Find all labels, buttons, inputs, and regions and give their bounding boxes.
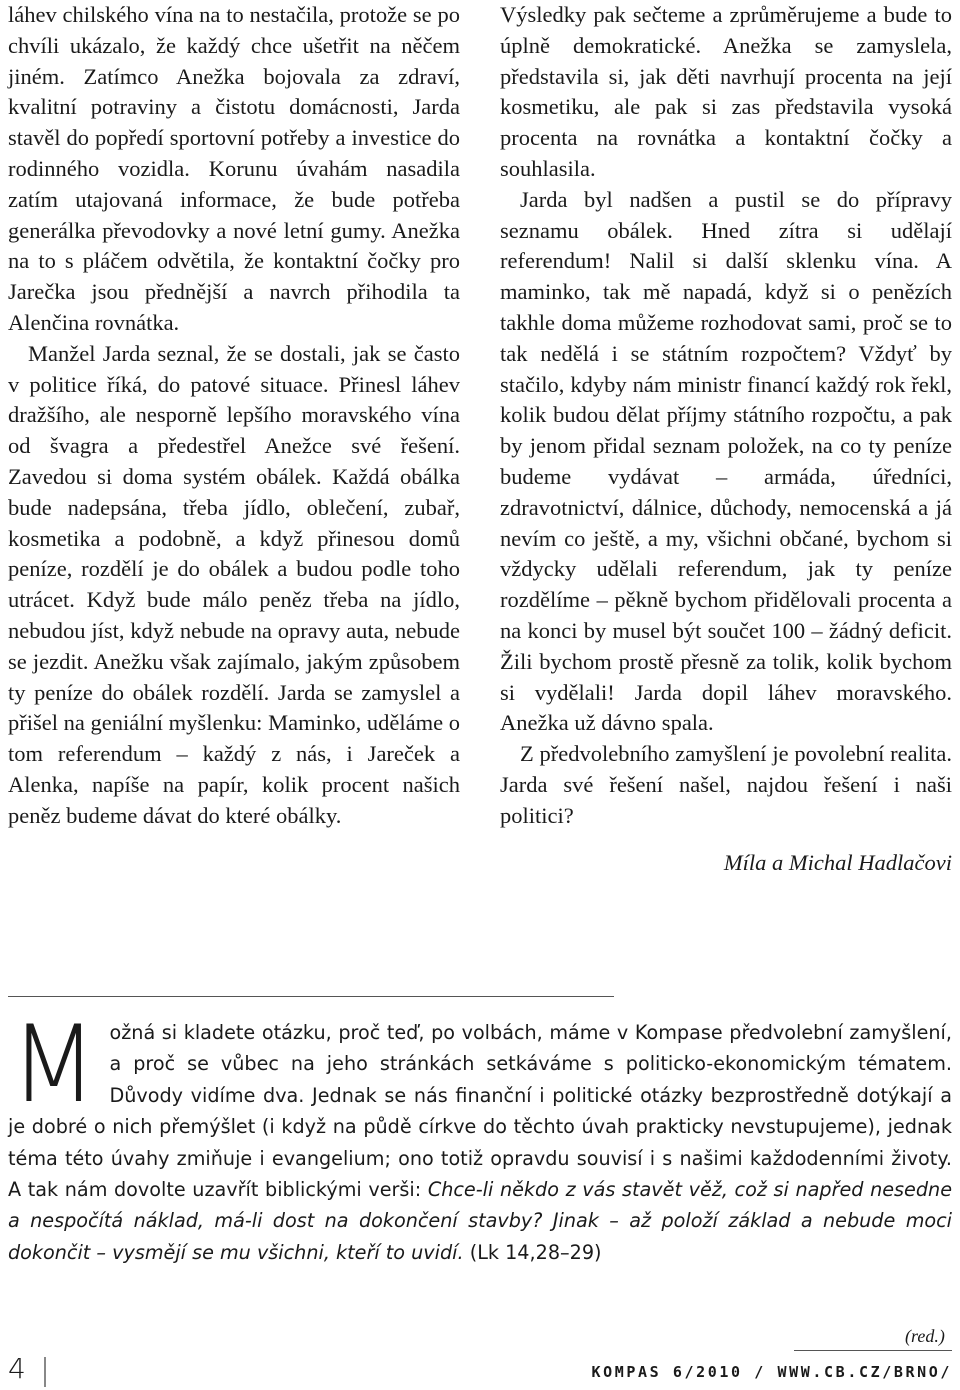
editorial-text: ožná si kladete otázku, proč teď, po volbách, máme v Kompase předvolební zamyšlení, a proč se vůbec na jeho stránkách setkáváme s politicko-ekonomickým tématem. Důvody vidíme dva. Jednak se nás finanční i politické otázky bezprostředně dotýkají a je dobré o nich přemýšlet (i když na půdě církve do těchto úvah prakticky nevstupujeme), jednak téma této úvahy zmiňuje i evangelium; ono totiž opravdu souvisí i s našimi každodenními životy. A tak nám dovolte uzavřít biblickými verši: <box>8 1021 952 1202</box>
bible-reference: (Lk 14,28–29) <box>463 1240 602 1264</box>
footer-divider <box>44 1357 46 1387</box>
article-paragraph: Z předvolebního zamyšlení je povolební realita. Jarda své řešení našel, najdou řešení i naši politici? <box>500 741 952 828</box>
article-paragraph: Jarda byl nadšen a pustil se do přípravy seznamu obálek. Hned zítra si udělají referendum! Nalil si další sklenku vína. A maminko, tak mě napadá, když si o penězích takhle doma můžeme rozhodovat sami, proč se to tak nedělá i se státním rozpočtem? Vždyť by stačilo, kdyby nám ministr financí každý rok řekl, kolik budou dělat příjmy státního rozpočtu, a pak by jenom přidal seznam položek, na co ty peníze budeme vydávat – armáda, úředníci, zdravotnictví, dálnice, důchody, nemocenská a já nevím co ještě, a my, všichni občané, bychom si vždycky udělali referendum, jak ty peníze rozdělíme – pěkně bychom přidělovali procenta a na konci by musel být součet 100 – žádný deficit. Žili bychom prostě přesně za tolik, kolik bychom si vydělali! Jarda dopil láhev moravského. Anežka už dávno spala. <box>500 186 952 736</box>
article-paragraph: láhev chilského vína na to nestačila, protože se po chvíli ukázalo, že každý chce ušetřit na něčem jiném. Zatímco Anežka bojovala za zdraví, kvalitní potraviny a čistotu domácnosti, Jarda stavěl do popředí sportovní potřeby a investice do rodinného vozidla. Korunu úvahám nasadila zatím utajovaná informace, že bude potřeba generálka převodovky a nové letní gumy. Anežka na to s pláčem odvětila, že kontaktní čočky pro Jarečka jsou přednější a navrch přihodila ta Alenčina rovnátka. <box>8 2 460 335</box>
note-divider <box>794 1350 952 1351</box>
editorial-note <box>8 1003 952 1268</box>
editor-note: (red.) <box>905 1326 945 1346</box>
article-paragraph: Manžel Jarda seznal, že se dostali, jak se často v politice říká, do patové situace. Přinesl láhev dražšího, ale nesporně lepšího moravského vína od švagra a předestřel Anežce své řešení. Zavedou si doma systém obálek. Každá obálka bude nadepsána, třeba jídlo, oblečení, zubař, kosmetika a podobně, a když přinesou domů peníze, rozdělí je do obálek a budou podle toho utrácet. Když bude málo peněz třeba na jídlo, nebudou jíst, když nebude na opravy auta, nebude se jezdit. Anežku však zajímalo, jakým způsobem ty peníze do obálek rozdělí. Jarda se zamyslel a přišel na geniální myšlenku: Maminko, uděláme o tom referendum – každý z nás, i Jareček a Alenka, napíše na papír, kolik procent našich peněz budeme dávat do které obálky. <box>8 340 460 828</box>
drop-cap: M <box>10 1003 98 1126</box>
article-left-column <box>8 0 460 832</box>
section-divider <box>8 996 614 997</box>
article-paragraph: Výsledky pak sečteme a zprůměrujeme a bude to úplně demokratické. Anežka se zamyslela, představila si, jak děti navrhují procenta na její kosmetiku, ale pak si zas představila vysoká procenta na rovnátka a kontaktní čočky a souhlasila. <box>500 2 952 181</box>
publication-footer: KOMPAS 6/2010 / WWW.CB.CZ/BRNO/ <box>591 1363 952 1381</box>
article-signature: Míla a Michal Hadlačovi <box>723 849 952 875</box>
bible-quote: Chce-li někdo z vás stavět věž, což si napřed nesedne a nespočítá náklad, má-li dost na dokončení stavby? Jinak – až položí základ a nebude moci dokončit – vysmějí se mu všichni, kteří to uvidí. <box>8 1178 952 1264</box>
page-number: 4 <box>8 1352 26 1385</box>
article-right-column <box>500 0 952 878</box>
